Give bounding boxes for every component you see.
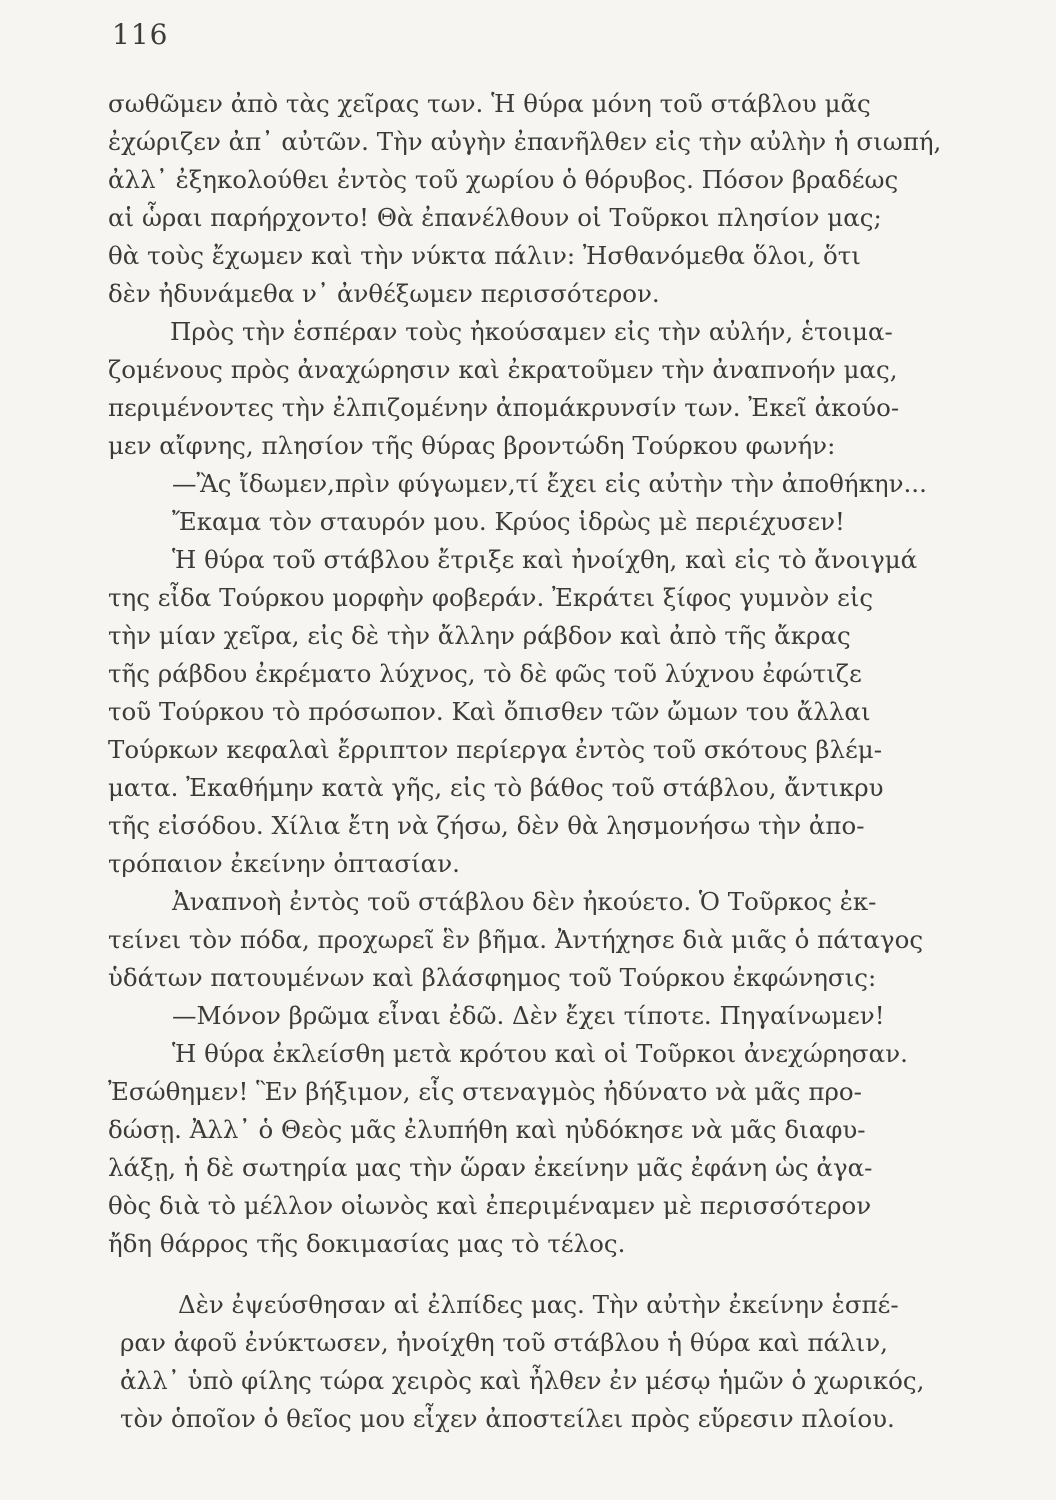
text-line: αἱ ὧραι παρήρχοντο! Θὰ ἐπανέλθουν οἱ Τοῦρκοι πλησίον μας;: [108, 203, 882, 232]
text-line: λάξῃ, ἡ δὲ σωτηρία μας τὴν ὥραν ἐκείνην μᾶς ἐφάνη ὡς ἀγα-: [108, 1153, 873, 1182]
page-number: 116: [112, 18, 169, 51]
text-line: ἀλλ᾽ ἐξηκολούθει ἐντὸς τοῦ χωρίου ὁ θόρυβος. Πόσον βραδέως: [108, 165, 899, 194]
text-line: ματα. Ἐκαθήμην κατὰ γῆς, εἰς τὸ βάθος τοῦ στάβλου, ἄντικρυ: [108, 773, 884, 802]
text-line: Ἡ θύρα τοῦ στάβλου ἔτριξε καὶ ἠνοίχθη, καὶ εἰς τὸ ἄνοιγμά: [172, 545, 918, 574]
text-line: Ἀναπνοὴ ἐντὸς τοῦ στάβλου δὲν ἠκούετο. Ὁ Τοῦρκος ἐκ-: [172, 887, 877, 916]
text-line: θὸς διὰ τὸ μέλλον οἰωνὸς καὶ ἐπεριμέναμεν μὲ περισσότερον: [108, 1191, 872, 1220]
text-line: μεν αἴφνης, πλησίον τῆς θύρας βροντώδη Τούρκου φωνήν:: [108, 431, 836, 460]
text-line: δώσῃ. Ἀλλ᾽ ὁ Θεὸς μᾶς ἐλυπήθη καὶ ηὐδόκησε νὰ μᾶς διαφυ-: [108, 1115, 866, 1144]
text-line: ἐχώριζεν ἀπ᾽ αὐτῶν. Τὴν αὐγὴν ἐπανῆλθεν εἰς τὴν αὐλὴν ἡ σιωπή,: [108, 127, 942, 156]
text-line: τῆς εἰσόδου. Χίλια ἔτη νὰ ζήσω, δὲν θὰ λησμονήσω τὴν ἀπο-: [108, 811, 865, 840]
text-line: ὑδάτων πατουμένων καὶ βλάσφημος τοῦ Τούρκου ἐκφώνησις:: [108, 963, 877, 992]
text-line: σωθῶμεν ἀπὸ τὰς χεῖρας των. Ἡ θύρα μόνη τοῦ στάβλου μᾶς: [108, 89, 871, 118]
text-line: ραν ἀφοῦ ἐνύκτωσεν, ἠνοίχθη τοῦ στάβλου ἡ θύρα καὶ πάλιν,: [120, 1328, 888, 1357]
text-line: τὴν μίαν χεῖρα, εἰς δὲ τὴν ἄλλην ράβδον καὶ ἀπὸ τῆς ἄκρας: [108, 621, 851, 650]
text-line: Ἐσώθημεν! Ἓν βήξιμον, εἷς στεναγμὸς ἠδύνατο νὰ μᾶς προ-: [108, 1077, 862, 1106]
text-line: Ἡ θύρα ἐκλείσθη μετὰ κρότου καὶ οἱ Τοῦρκοι ἀνεχώρησαν.: [172, 1039, 908, 1068]
text-line: ζομένους πρὸς ἀναχώρησιν καὶ ἐκρατοῦμεν τὴν ἀναπνοήν μας,: [108, 355, 898, 384]
text-line: Τούρκων κεφαλαὶ ἔρριπτον περίεργα ἐντὸς τοῦ σκότους βλέμ-: [108, 735, 882, 764]
text-line: θὰ τοὺς ἔχωμεν καὶ τὴν νύκτα πάλιν: Ἠσθανόμεθα ὅλοι, ὅτι: [108, 241, 861, 270]
text-line: Πρὸς τὴν ἑσπέραν τοὺς ἠκούσαμεν εἰς τὴν αὐλήν, ἑτοιμα-: [170, 317, 893, 346]
text-line: τοῦ Τούρκου τὸ πρόσωπον. Καὶ ὄπισθεν τῶν ὤμων του ἄλλαι: [108, 697, 871, 726]
text-line: τρόπαιον ἐκείνην ὀπτασίαν.: [108, 849, 460, 878]
text-line: τὸν ὁποῖον ὁ θεῖος μου εἶχεν ἀποστείλει πρὸς εὕρεσιν πλοίου.: [120, 1404, 895, 1433]
text-line: περιμένοντες τὴν ἐλπιζομένην ἀπομάκρυνσίν των. Ἐκεῖ ἀκούο-: [108, 393, 900, 422]
text-line: ἤδη θάρρος τῆς δοκιμασίας μας τὸ τέλος.: [108, 1229, 626, 1258]
text-line: δὲν ἠδυνάμεθα ν᾽ ἀνθέξωμεν περισσότερον.: [108, 279, 660, 308]
text-line: Δὲν ἐψεύσθησαν αἱ ἐλπίδες μας. Τὴν αὐτὴν ἐκείνην ἑσπέ-: [178, 1290, 899, 1319]
text-line: ἀλλ᾽ ὑπὸ φίλης τώρα χειρὸς καὶ ἦλθεν ἐν μέσῳ ἡμῶν ὁ χωρικός,: [120, 1366, 925, 1395]
text-line: τείνει τὸν πόδα, προχωρεῖ ἓν βῆμα. Ἀντήχησε διὰ μιᾶς ὁ πάταγος: [108, 925, 924, 954]
text-line: Ἔκαμα τὸν σταυρόν μου. Κρύος ἱδρὼς μὲ περιέχυσεν!: [172, 507, 845, 536]
text-line: τῆς ράβδου ἐκρέματο λύχνος, τὸ δὲ φῶς τοῦ λύχνου ἐφώτιζε: [108, 659, 862, 688]
text-line: —Ἂς ἴδωμεν,πρὶν φύγωμεν,τί ἔχει εἰς αὐτὴν τὴν ἀποθήκην...: [172, 469, 927, 498]
text-line: της εἶδα Τούρκου μορφὴν φοβεράν. Ἐκράτει ξίφος γυμνὸν εἰς: [108, 583, 874, 612]
text-line: —Μόνον βρῶμα εἶναι ἐδῶ. Δὲν ἔχει τίποτε. Πηγαίνωμεν!: [172, 1001, 885, 1030]
